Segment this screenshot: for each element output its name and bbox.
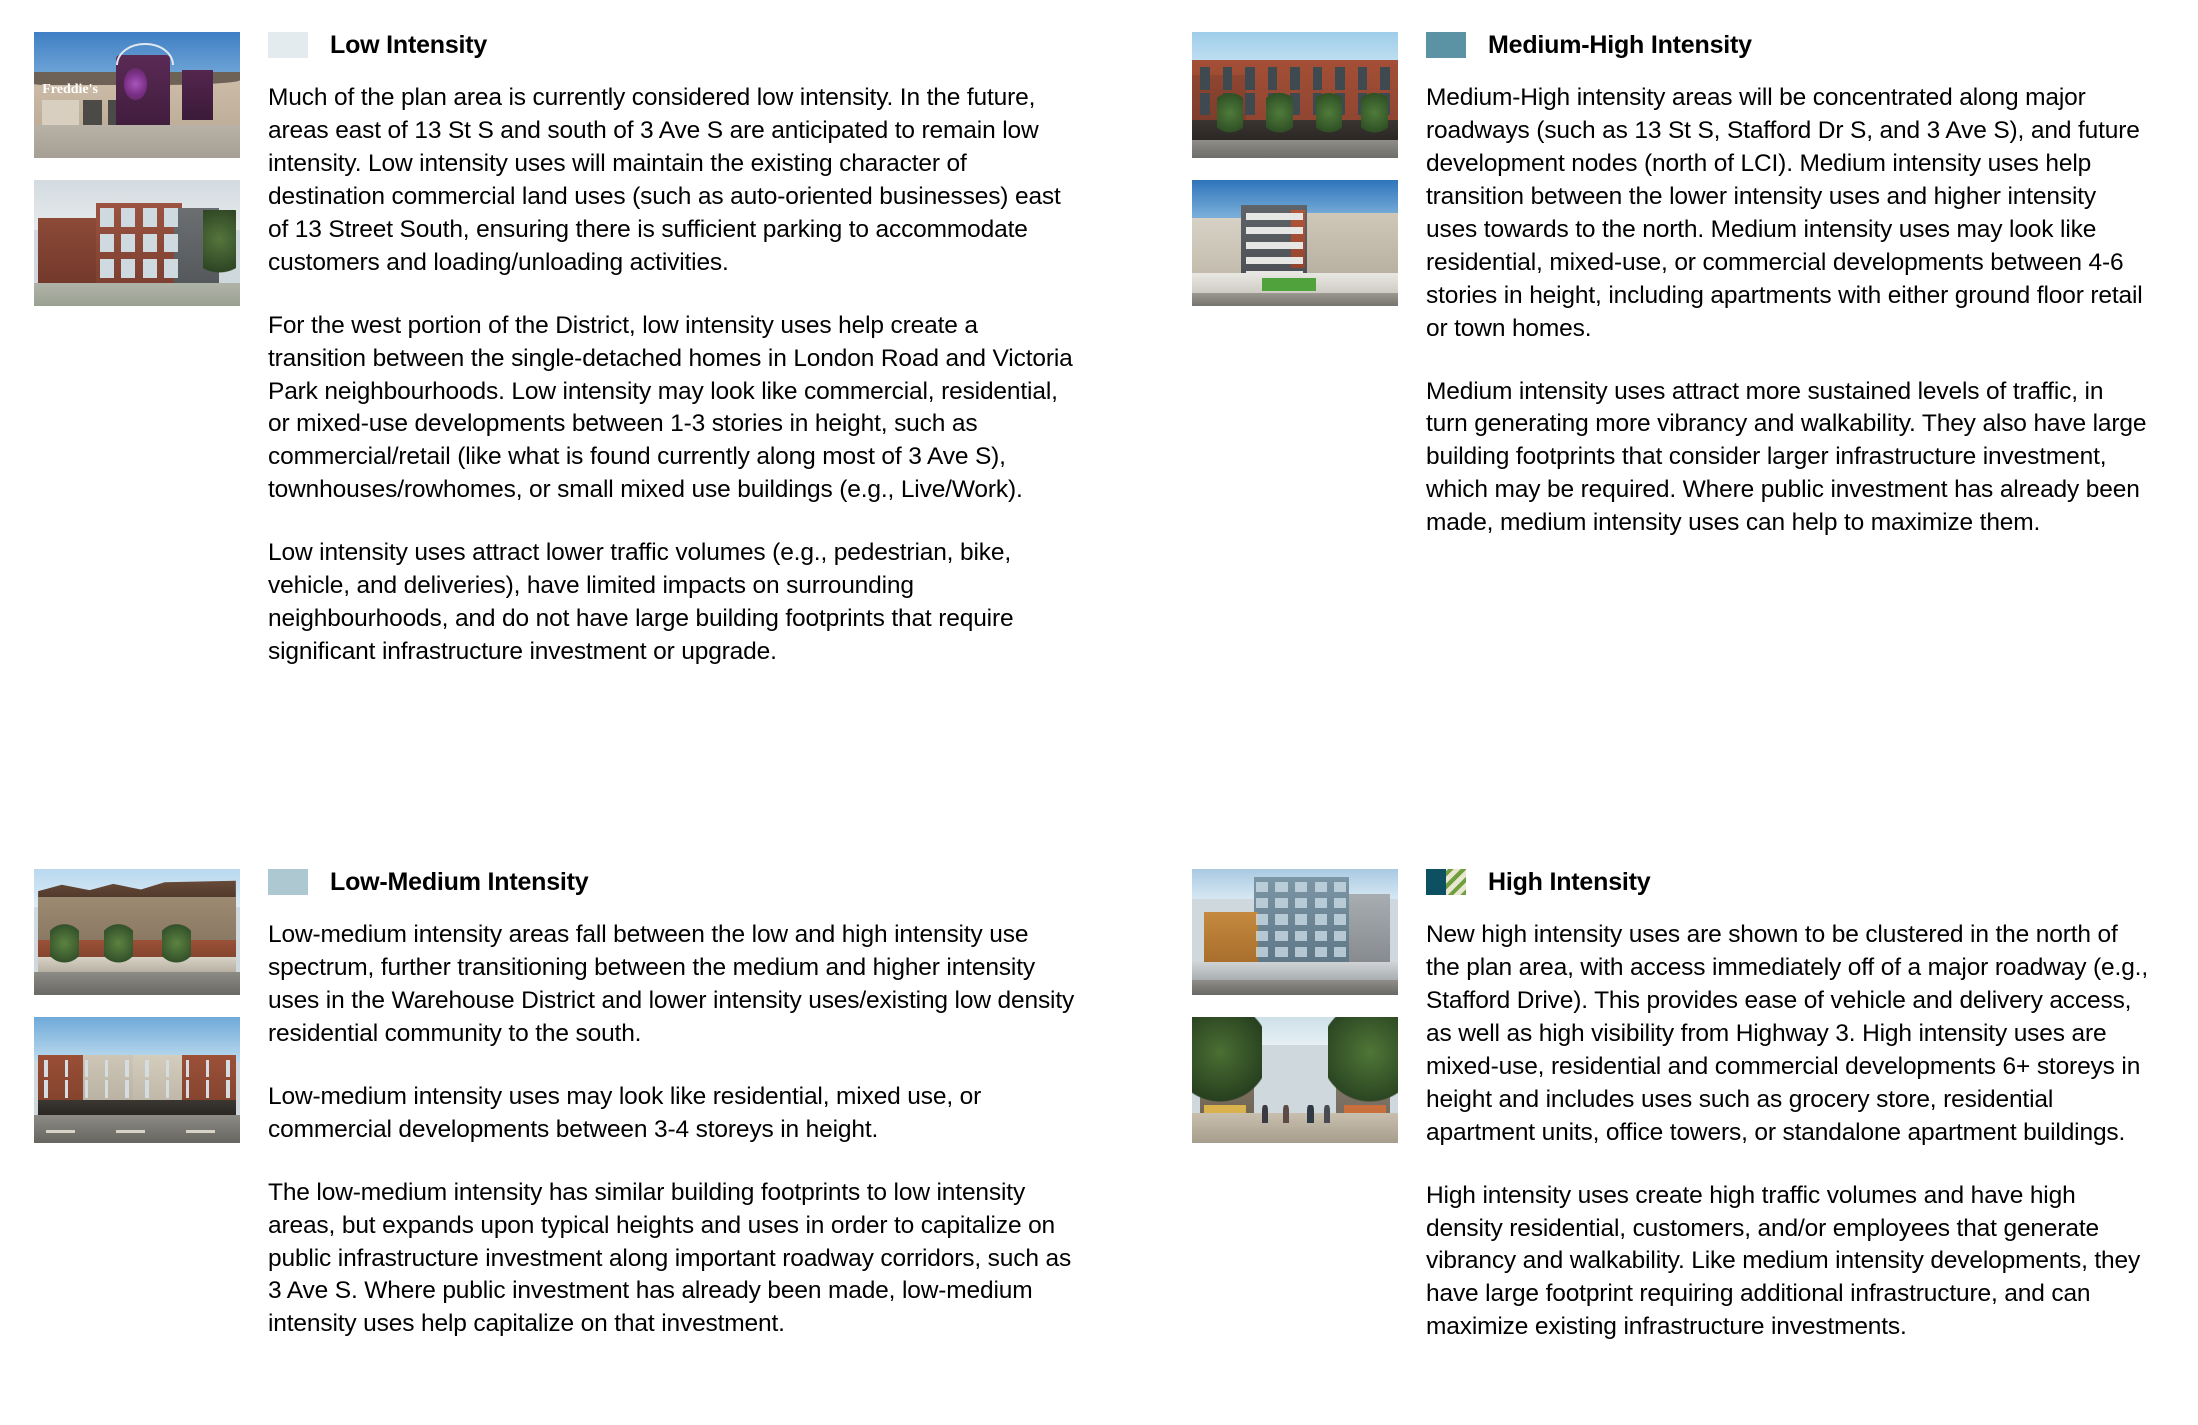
high-intensity-image-column <box>1192 865 1398 1143</box>
low-intensity-title: Low Intensity <box>330 30 488 59</box>
low-medium-intensity-text-column <box>240 865 1080 1341</box>
medium-high-intensity-paragraph-1: Medium-High intensity areas will be concentrated along major roadways (such as 13 St S, Stafford Dr S, and 3 Ave S), and future development nodes (north of LCI). Medium intensity uses help transition between the lower intensity uses and higher intensity uses towards to the north. Medium intensity uses may look like residential, mixed-use, or commercial developments between 4-6 stories in height, including apartments with either ground floor retail or town homes. <box>1426 84 2143 342</box>
high-intensity-paragraph-2: High intensity uses create high traffic volumes and have high density residential, customers, and/or employees that generate vibrancy and walkability. Like medium intensity developments, they have large footprint requiring additional infrastructure, and can maximize existing infrastructure investments. <box>1426 1181 2141 1341</box>
medium-high-intensity-paragraph-2: Medium intensity uses attract more sustained levels of traffic, in turn generating more vibrancy and walkability. They also have large building footprints that consider larger infrastructure investment, which may be required. Where public investment has already been made, medium intensity uses can help to maximize them. <box>1426 377 2147 537</box>
low-intensity-paragraph-1: Much of the plan area is currently considered low intensity. In the future, areas east of 13 St S and south of 3 Ave S are anticipated to remain low intensity. Low intensity uses will maintain the existing character of destination commercial land uses (such as auto-oriented businesses) east of 13 Street South, ensuring there is sufficient parking to accommodate customers and loading/unloading activities. <box>268 84 1061 276</box>
low-medium-intensity-paragraph-1: Low-medium intensity areas fall between the low and high intensity use spectrum, further transitioning between the medium and higher intensity uses in the Warehouse District and lower intensity uses/existing low density residential community to the south. <box>268 921 1075 1047</box>
brick-rowhouse-block-rendering <box>34 1017 240 1143</box>
low-intensity-image-column <box>34 28 240 306</box>
low-intensity-heading-row <box>268 28 1080 62</box>
low-intensity-text-column <box>240 28 1080 669</box>
low-medium-intensity-color-swatch <box>268 869 308 895</box>
low-intensity-paragraph-3: Low intensity uses attract lower traffic volumes (e.g., pedestrian, bike, vehicle, and deliveries), have limited impacts on surrounding neighbourhoods, and do not have large building footprints that require significant infrastructure investment or upgrade. <box>268 539 1014 666</box>
low-medium-intensity-image-column <box>34 865 240 1143</box>
medium-high-intensity-text-column <box>1398 28 2150 540</box>
pedestrian-plaza-market-street-rendering <box>1192 1017 1398 1143</box>
medium-high-intensity-title: Medium-High Intensity <box>1488 30 1752 59</box>
low-medium-intensity-title: Low-Medium Intensity <box>330 867 589 896</box>
low-medium-intensity-paragraph-2: Low-medium intensity uses may look like residential, mixed use, or commercial developments between 3-4 storeys in height. <box>268 1082 982 1143</box>
section-medium-high-intensity <box>1160 0 2198 845</box>
low-medium-intensity-paragraph-3: The low-medium intensity has similar building footprints to low intensity areas, but expands upon typical heights and uses in order to capitalize on public infrastructure investment along important roadway corridors, such as 3 Ave S. Where public investment has already been made, low-medium intensity uses help capitalize on that investment. <box>268 1178 1072 1338</box>
freddies-strip-mall-photo <box>34 32 240 158</box>
section-low-intensity <box>0 0 1160 845</box>
medium-high-intensity-image-column <box>1192 28 1398 306</box>
high-intensity-text-column <box>1398 865 2150 1344</box>
high-intensity-heading-row <box>1426 865 2150 899</box>
medium-high-intensity-color-swatch <box>1426 32 1466 58</box>
low-medium-intensity-heading-row <box>268 865 1080 899</box>
low-intensity-paragraph-2: For the west portion of the District, low intensity uses help create a transition between the single-detached homes in London Road and Victoria Park neighbourhoods. Low intensity may look like commercial, residential, or mixed-use developments between 1-3 stories in height, such as commercial/retail (like what is found currently along most of 3 Ave S), townhouses/rowhomes, or small mixed use buildings (e.g., Live/Work). <box>268 311 1073 504</box>
medium-high-intensity-heading-row <box>1426 28 2150 62</box>
section-low-medium-intensity <box>0 845 1160 1425</box>
glass-and-wood-highrise-rendering <box>1192 869 1398 995</box>
brick-townhouse-rendering <box>34 180 240 306</box>
high-intensity-paragraph-1: New high intensity uses are shown to be clustered in the north of the plan area, with access immediately off of a major roadway (e.g., Stafford Drive). This provides ease of vehicle and delivery access, as well as high visibility from Highway 3. High intensity uses are mixed-use, residential and commercial developments 6+ storeys in height and includes uses such as grocery store, residential apartment units, office towers, or standalone apartment buildings. <box>1426 921 2148 1146</box>
high-intensity-title: High Intensity <box>1488 867 1651 896</box>
low-intensity-color-swatch <box>268 32 308 58</box>
red-brick-mixed-use-streetscape <box>1192 32 1398 158</box>
apartment-over-grocery-store-photo <box>1192 180 1398 306</box>
section-high-intensity <box>1160 845 2198 1425</box>
high-intensity-color-swatch <box>1426 869 1466 895</box>
freddies-sign-text: Freddie's <box>42 82 98 98</box>
timber-brick-mixed-use-rendering <box>34 869 240 995</box>
